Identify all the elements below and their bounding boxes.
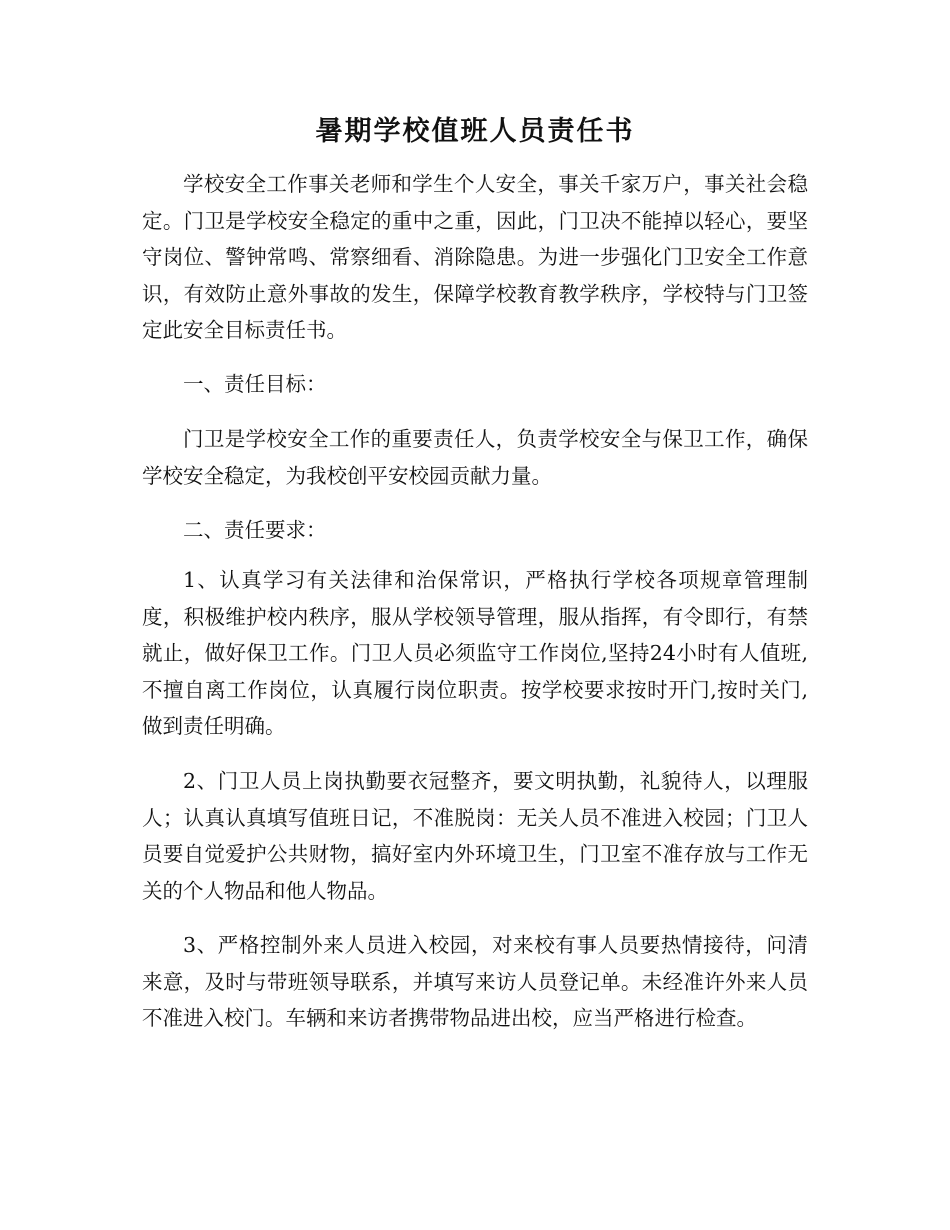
- goals-paragraph: 门卫是学校安全工作的重要责任人，负责学校安全与保卫工作，确保学校安全稳定，为我校创平安校园贡献力量。: [142, 427, 808, 488]
- section-heading-goals: 一、责任目标：: [183, 372, 327, 396]
- intro-paragraph: 学校安全工作事关老师和学生个人安全，事关千家万户，事关社会稳定。门卫是学校安全稳定的重中之重，因此，门卫决不能掉以轻心，要坚守岗位、警钟常鸣、常察细看、消除隐患。为进一步强化门卫安全工作意识，有效防止意外事故的发生，保障学校教育教学秩序，学校特与门卫签定此安全目标责任书。: [142, 172, 808, 343]
- requirement-item-1: 1、认真学习有关法律和治保常识，严格执行学校各项规章管理制度，积极维护校内秩序，服从学校领导管理，服从指挥，有令即行，有禁就止，做好保卫工作。门卫人员必须监守工作岗位,坚持24小时有人值班,不擅自离工作岗位，认真履行岗位职责。按学校要求按时开门,按时关门,做到责任明确。: [142, 568, 808, 739]
- document-title: 暑期学校值班人员责任书: [315, 116, 635, 147]
- requirement-item-3: 3、严格控制外来人员进入校园，对来校有事人员要热情接待，问清来意，及时与带班领导联系，并填写来访人员登记单。未经准许外来人员不准进入校门。车辆和来访者携带物品进出校，应当严格进行检查。: [142, 933, 808, 1031]
- requirement-item-2: 2、门卫人员上岗执勤要衣冠整齐，要文明执勤，礼貌待人，以理服人；认真认真填写值班日记，不准脱岗：无关人员不准进入校园；门卫人员要自觉爱护公共财物，搞好室内外环境卫生，门卫室不准存放与工作无关的个人物品和他人物品。: [142, 769, 808, 903]
- section-heading-requirements: 二、责任要求：: [183, 518, 327, 542]
